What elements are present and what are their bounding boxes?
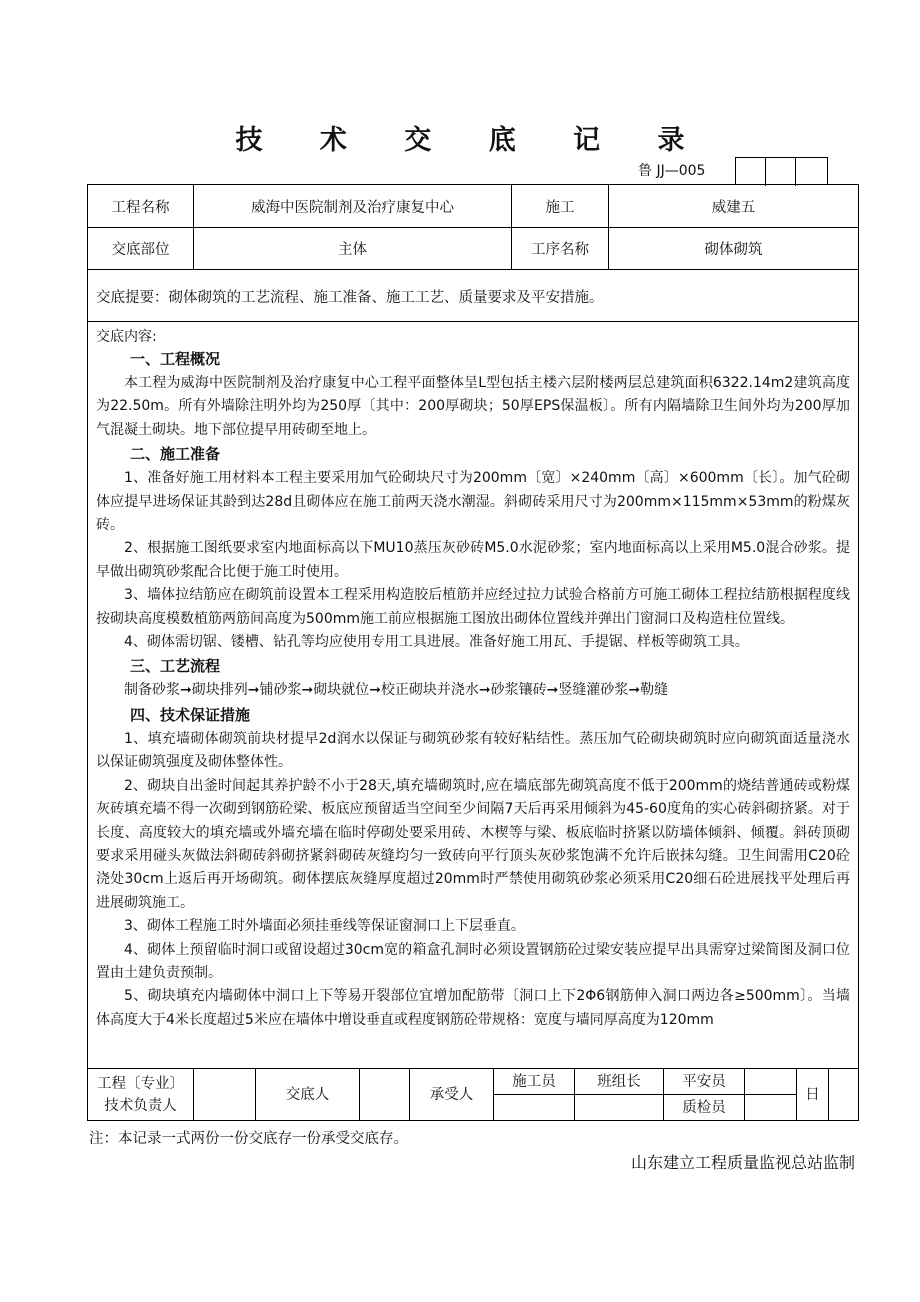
- paragraph: 4、砌体需切锯、镂槽、钻孔等均应使用专用工具进展。准备好施工用瓦、手提锯、样板等砌筑工具。: [124, 634, 749, 651]
- process-flow: 制备砂浆➞砌块排列➞铺砂浆➞砌块就位➞校正砌块并浇水➞砂浆镶砖➞竖缝灌砂浆➞勒缝: [124, 682, 669, 699]
- team-leader-signature: [575, 1094, 664, 1120]
- contractor-label: 施工: [512, 185, 609, 227]
- section-heading: 三、工艺流程: [130, 657, 221, 676]
- paragraph: 2、砌块自出釜时间起其养护龄不小于28天,填充墙砌筑时,应在墙底部先砌筑高度不低于200mm的烧结普通砖或粉煤灰砖填充墙不得一次砌到钢筋砼梁、板底应预留适当空间至少间隔7天后再采用倾斜为45-60度角的实心砖斜砌挤紧。对于长度、高度较大的填充墙或外墙充墙在临时停砌处要采用砖、木楔等与梁、板底临时挤紧以防墙体倾斜、倾覆。斜砖顶砌要求采用碰头灰做法斜砌砖斜砌挤紧斜砌砖灰缝均匀一致砖向平行顶头灰砂浆饱满不允许后嵌抹勾缝。卫生间需用C20砼浇处30cm上返后再开场砌筑。砌体摆底灰缝厚度超过20mm时严禁使用砌筑砂浆必须采用C20细石砼进展找平处理后再进展砌筑施工。: [96, 777, 850, 911]
- section-heading: 二、施工准备: [130, 445, 221, 464]
- quality-inspector-label: 质检员: [664, 1094, 745, 1120]
- paragraph: 1、准备好施工用材料本工程主要采用加气砼砌块尺寸为200mm〔宽〕×240mm〔高〕×600mm〔长〕。加气砼砌体应提早进场保证其龄到达28d且砌体应在施工前两天浇水潮湿。斜砌砖采用尺寸为200mm×115mm×53mm的粉煤灰砖。: [96, 470, 850, 534]
- quality-inspector-signature: [745, 1094, 797, 1120]
- tech-lead-label: 工程〔专业〕技术负责人: [88, 1069, 194, 1120]
- tech-lead-signature: [194, 1069, 256, 1120]
- receiver-label: 承受人: [410, 1069, 494, 1120]
- publisher: 山东建立工程质量监视总站监制: [630, 1153, 855, 1172]
- briefing-content: [88, 322, 858, 1068]
- safety-officer-label: 平安员: [664, 1069, 745, 1094]
- part-label: 交底部位: [88, 228, 194, 269]
- part-value: 主体: [194, 228, 512, 269]
- date-label: 日: [797, 1069, 829, 1120]
- paragraph: 4、砌体上预留临时洞口或留设超过30cm宽的箱盒孔洞时必须设置钢筋砼过梁安装应提早出具需穿过梁简图及洞口位置由土建负责预制。: [96, 941, 850, 981]
- document-number: 鲁 JJ—005: [638, 163, 706, 179]
- page-title: 技 术 交 底 记 录: [235, 125, 709, 156]
- process-value: 砌体砌筑: [704, 242, 763, 258]
- project-name-value: 威海中医院制剂及治疗康复中心: [194, 185, 512, 227]
- worker-signature: [494, 1094, 575, 1120]
- paragraph: 2、根据施工图纸要求室内地面标高以下MU10蒸压灰砂砖M5.0水泥砂浆；室内地面标高以上采用M5.0混合砂浆。提早做出砌筑砂浆配合比便于施工时使用。: [96, 540, 850, 580]
- briefing-summary: 交底提要：砌体砌筑的工艺流程、施工准备、施工工艺、质量要求及平安措施。: [88, 270, 858, 322]
- section-heading: 四、技术保证措施: [130, 705, 251, 724]
- number-box: [796, 158, 827, 186]
- project-row: [88, 185, 858, 228]
- paragraph: 本工程为威海中医院制剂及治疗康复中心工程平面整体呈L型包括主楼六层附楼两层总建筑面积6322.14m2建筑高度为22.50m。所有外墙除注明外均为250厚〔其中：200厚砌块；50厚EPS保温板〕。所有内隔墙除卫生间外均为200厚加气混凝土砌块。地下部位提早用砖砌至地上。: [96, 375, 850, 438]
- paragraph: 1、填充墙砌体砌筑前块材提早2d润水以保证与砌筑砂浆有较好粘结性。蒸压加气砼砌块砌筑时应向砌筑面适量浇水以保证砌筑强度及砌体整体性。: [96, 730, 850, 771]
- worker-label: 施工员: [494, 1069, 575, 1094]
- number-box: [766, 158, 796, 186]
- safety-officer-signature: [745, 1069, 797, 1094]
- number-box: [736, 158, 766, 186]
- record-form: [87, 184, 859, 1121]
- document-number-boxes: [735, 157, 828, 185]
- project-name-label: 工程名称: [88, 185, 194, 227]
- team-leader-label: 班组长: [575, 1069, 664, 1094]
- content-label: 交底内容:: [96, 329, 157, 345]
- paragraph: 3、墙体拉结筋应在砌筑前设置本工程采用构造胶后植筋并应经过拉力试验合格前方可施工砌体工程拉结筋根据程度线按砌块高度模数植筋两筋间高度为500mm施工前应根据施工图放出砌体位置线并弹出门窗洞口及构造柱位置线。: [96, 587, 850, 627]
- presenter-label: 交底人: [256, 1069, 360, 1120]
- footnote: 注：本记录一式两份一份交底存一份承受交底存。: [89, 1131, 408, 1147]
- date-value: [829, 1069, 858, 1120]
- section-heading: 一、工程概况: [130, 350, 221, 368]
- paragraph: 5、砌块填充内墙砌体中洞口上下等易开裂部位宜增加配筋带〔洞口上下2Φ6钢筋伸入洞口两边各≥500mm〕。当墙体高度大于4米长度超过5米应在墙体中增设垂直或程度钢筋砼带规格：宽度与墙同厚高度为120mm: [96, 988, 850, 1028]
- paragraph: 3、砌体工程施工时外墙面必须挂垂线等保证窗洞口上下层垂直。: [124, 918, 525, 935]
- presenter-signature: [360, 1069, 410, 1120]
- part-row: [88, 228, 858, 270]
- signature-row: [88, 1068, 858, 1120]
- process-label: 工序名称: [512, 228, 609, 269]
- contractor-value: 威建五: [711, 199, 756, 216]
